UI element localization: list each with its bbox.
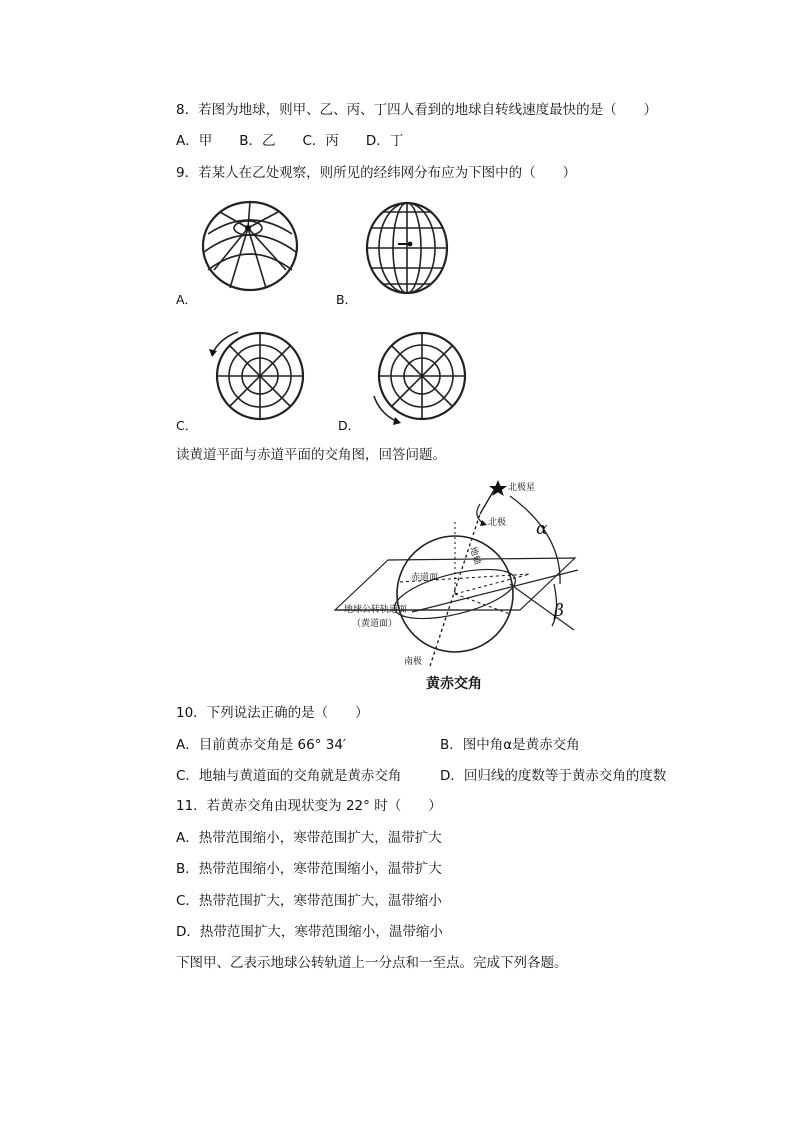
intro-ecliptic: 读黄道平面与赤道平面的交角图，回答问题。: [176, 447, 446, 463]
globe-option-d: [368, 326, 468, 426]
q9-option-a-label: A．: [176, 292, 198, 307]
q11-option-a: A．热带范围缩小，寒带范围扩大，温带扩大: [176, 830, 442, 846]
q11-option-d: D．热带范围扩大，寒带范围缩小，温带缩小: [176, 924, 443, 940]
q9-stem: 9．若某人在乙处观察，则所见的经纬网分布应为下图中的（ ）: [176, 165, 577, 181]
label-equator-plane: 赤道面: [411, 573, 439, 583]
label-alpha: α: [536, 519, 548, 539]
q11-option-b: B．热带范围缩小，寒带范围缩小，温带扩大: [176, 861, 442, 877]
label-north-star: 北极星: [508, 483, 536, 493]
ecliptic-diagram: [330, 474, 590, 696]
q10-stem: 10．下列说法正确的是（ ）: [176, 705, 369, 721]
label-beta: β: [554, 601, 564, 621]
q9-option-d-label: D．: [338, 418, 361, 433]
globe-option-a: [200, 200, 300, 292]
q8-options: A．甲 B．乙 C．丙 D．丁: [176, 133, 404, 149]
q10-option-c: C．地轴与黄道面的交角就是黄赤交角: [176, 768, 402, 784]
intro-orbit: 下图甲、乙表示地球公转轨道上一分点和一至点。完成下列各题。: [176, 955, 568, 971]
diagram-caption: 黄赤交角: [426, 676, 482, 692]
globe-option-b: [364, 200, 450, 296]
q10-option-d: D．回归线的度数等于黄赤交角的度数: [440, 768, 667, 784]
label-orbit-plane: 地球公转轨道面: [344, 605, 408, 615]
q9-option-b-label: B．: [336, 292, 358, 307]
q10-option-a: A．目前黄赤交角是 66° 34′: [176, 737, 346, 753]
q8-stem: 8．若图为地球，则甲、乙、丙、丁四人看到的地球自转线速度最快的是（ ）: [176, 102, 658, 118]
q11-option-c: C．热带范围扩大，寒带范围扩大，温带缩小: [176, 893, 442, 909]
q11-stem: 11．若黄赤交角由现状变为 22° 时（ ）: [176, 798, 442, 814]
label-north-pole: 北极: [488, 518, 507, 528]
label-axis: 地轴: [467, 545, 483, 567]
label-ecliptic-plane: （黄道面）: [352, 619, 398, 629]
q10-option-b: B．图中角α是黄赤交角: [440, 737, 580, 753]
q9-option-c-label: C．: [176, 418, 198, 433]
label-south-pole: 南极: [404, 657, 423, 667]
globe-option-c: [206, 326, 306, 426]
